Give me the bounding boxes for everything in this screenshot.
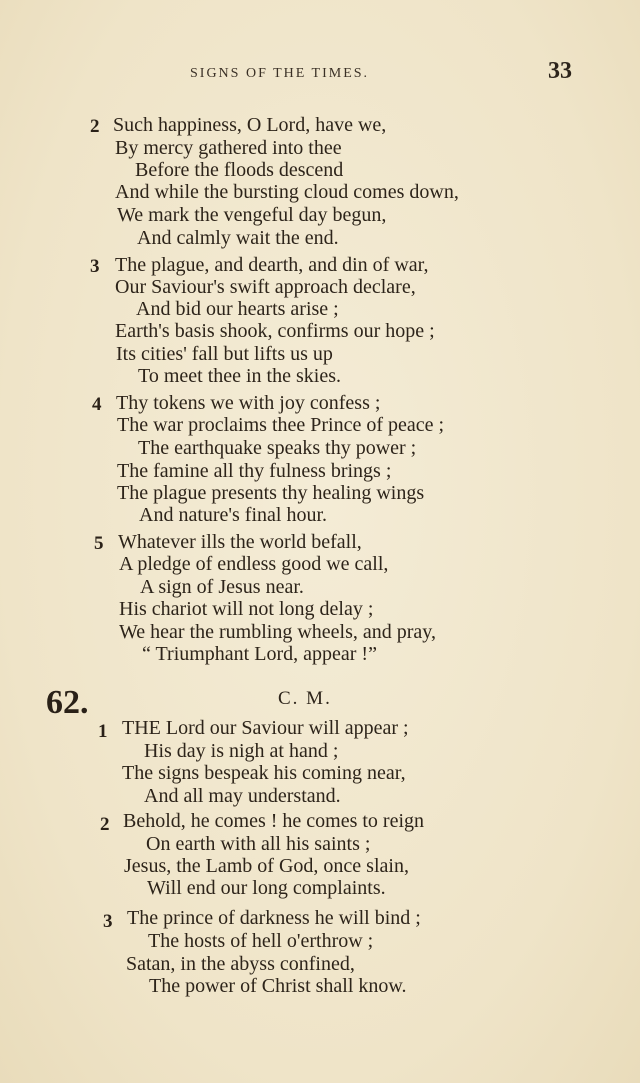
stanza-number: 5: [94, 533, 104, 554]
hymn-line: We mark the vengeful day begun,: [117, 204, 387, 226]
hymn-line: The plague presents thy healing wings: [117, 482, 425, 504]
hymn-line: The power of Christ shall know.: [149, 975, 407, 997]
stanza-number: 3: [90, 256, 100, 277]
hymn-line: And calmly wait the end.: [137, 227, 339, 249]
hymn-line: The earthquake speaks thy power ;: [138, 437, 417, 459]
hymn-line: The plague, and dearth, and din of war,: [115, 254, 429, 276]
hymn-line: A pledge of endless good we call,: [119, 553, 389, 575]
hymn-line: “ Triumphant Lord, appear !”: [142, 643, 377, 665]
hymn-line: THE Lord our Saviour will appear ;: [122, 717, 409, 739]
hymn-line: Satan, in the abyss confined,: [126, 953, 355, 975]
hymn-line: Whatever ills the world befall,: [118, 531, 362, 553]
hymn-line: On earth with all his saints ;: [146, 833, 371, 855]
page-number: 33: [548, 58, 572, 84]
hymn-line: Will end our long complaints.: [147, 877, 386, 899]
hymn-line: His chariot will not long delay ;: [119, 598, 374, 620]
hymn-line: And while the bursting cloud comes down,: [115, 181, 459, 203]
hymn-line: Its cities' fall but lifts us up: [116, 343, 333, 365]
hymn-line: The hosts of hell o'erthrow ;: [148, 930, 374, 952]
hymn-line: Such happiness, O Lord, have we,: [113, 114, 387, 136]
hymn-line: And bid our hearts arise ;: [136, 298, 339, 320]
hymn-line: And nature's final hour.: [139, 504, 328, 526]
stanza-number: 1: [98, 721, 108, 742]
hymn-line: The prince of darkness he will bind ;: [127, 907, 421, 929]
hymn-line: Thy tokens we with joy confess ;: [116, 392, 381, 414]
stanza-number: 4: [92, 394, 102, 415]
hymn-line: Our Saviour's swift approach declare,: [115, 276, 416, 298]
running-title: SIGNS OF THE TIMES.: [190, 66, 370, 81]
hymn-line: The war proclaims thee Prince of peace ;: [117, 414, 445, 436]
hymn-line: Behold, he comes ! he comes to reign: [123, 810, 425, 832]
hymn-line: Jesus, the Lamb of God, once slain,: [124, 855, 409, 877]
stanza-number: 3: [103, 911, 113, 932]
hymn-line: The famine all thy fulness brings ;: [117, 460, 392, 482]
hymn-line: Before the floods descend: [135, 159, 344, 181]
hymn-line: Earth's basis shook, confirms our hope ;: [115, 320, 435, 342]
hymn-line: To meet thee in the skies.: [138, 365, 341, 387]
hymn-line: And all may understand.: [144, 785, 341, 807]
stanza-number: 2: [100, 814, 110, 835]
hymn-line: The signs bespeak his coming near,: [122, 762, 406, 784]
hymn-number: 62.: [46, 684, 89, 721]
hymn-line: We hear the rumbling wheels, and pray,: [119, 621, 436, 643]
stanza-number: 2: [90, 116, 100, 137]
hymn-line: By mercy gathered into thee: [115, 137, 342, 159]
hymn-meter: C. M.: [278, 688, 332, 709]
hymn-line: A sign of Jesus near.: [140, 576, 304, 598]
hymn-line: His day is nigh at hand ;: [144, 740, 339, 762]
